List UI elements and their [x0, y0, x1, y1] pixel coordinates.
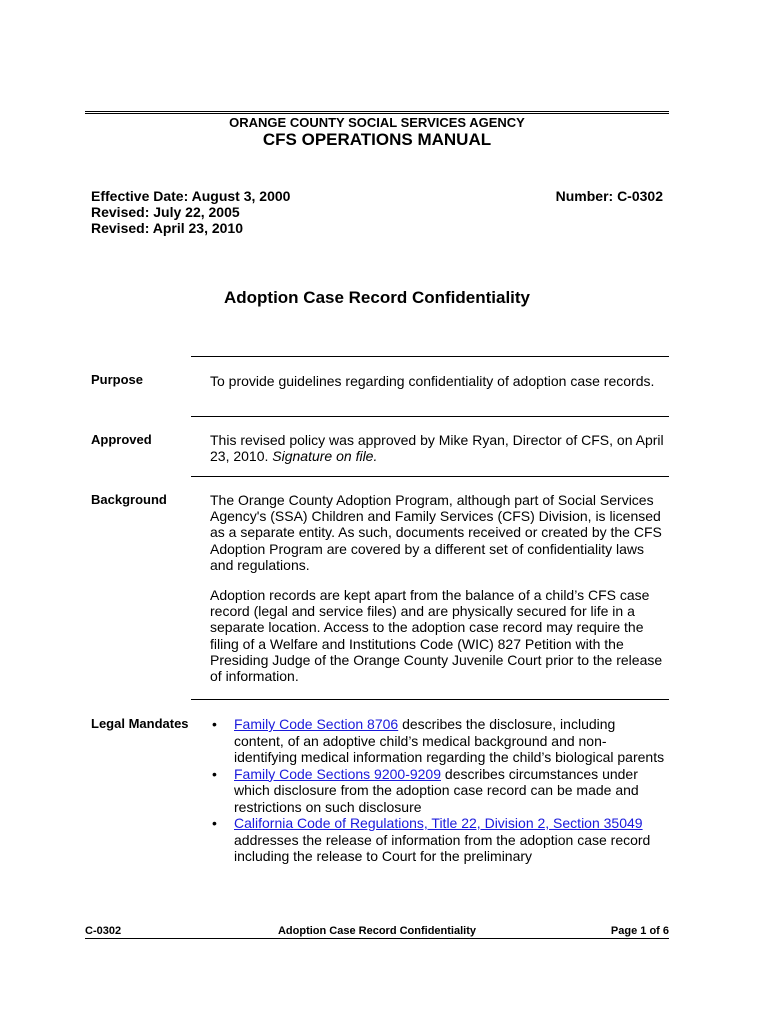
approved-text: [210, 432, 666, 464]
policy-number: Number: C-0302: [555, 188, 663, 204]
section-divider: [191, 356, 669, 357]
approved-label: Approved: [91, 432, 152, 447]
document-title: Adoption Case Record Confidentiality: [223, 288, 531, 307]
header-rule: [85, 111, 669, 114]
section-divider: [191, 699, 669, 700]
purpose-label: Purpose: [91, 372, 144, 387]
legal-mandates-label: Legal Mandates: [91, 716, 189, 731]
family-code-9200-link[interactable]: Family Code Sections 9200-9209: [234, 765, 442, 782]
family-code-8706-link[interactable]: Family Code Section 8706: [234, 716, 399, 732]
list-item-text: describes the disclosure, including content, of an adoptive child’s medical background and non-identifying medical information regarding the child’s biological parents: [234, 716, 665, 765]
footer-title: Adoption Case Record Confidentiality: [277, 925, 476, 937]
effective-date: Effective Date: August 3, 2000: [91, 188, 291, 204]
page-footer: [85, 924, 669, 939]
background-text: [210, 492, 666, 698]
background-paragraph-1: The Orange County Adoption Program, although part of Social Services Agency's (SSA) Children and Family Services (CFS) Division, is licensed as a separate entity. As such, documents received or created by the CFS Adoption Program are covered by a different set of confidentiality laws and regulations.: [210, 492, 662, 573]
list-item-text: addresses the release of information from the adoption case record including the release to Court for the preliminary: [234, 831, 651, 864]
manual-title: CFS OPERATIONS MANUAL: [262, 130, 492, 149]
list-item: [212, 716, 668, 766]
list-item: [212, 815, 668, 865]
bullet-icon: •: [212, 765, 217, 782]
agency-name: ORANGE COUNTY SOCIAL SERVICES AGENCY: [229, 115, 525, 130]
footer-page-number: Page 1 of 6: [610, 925, 669, 937]
bullet-icon: •: [212, 716, 217, 732]
revised-date-2: Revised: April 23, 2010: [91, 220, 244, 236]
background-paragraph-2: Adoption records are kept apart from the balance of a child’s CFS case record (legal and service files) and are physically secured for life in a separate location. Access to the adoption case record may require the filing of a Welfare and Institutions Code (WIC) 827 Petition with the Presiding Judge of the Orange County Juvenile Court prior to the release of information.: [210, 587, 663, 685]
section-divider: [191, 476, 669, 477]
revised-date-1: Revised: July 22, 2005: [91, 204, 240, 220]
legal-mandates-list: [212, 716, 668, 865]
purpose-text: To provide guidelines regarding confidentiality of adoption case records.: [210, 373, 655, 389]
background-label: Background: [91, 492, 167, 507]
bullet-icon: •: [212, 815, 217, 831]
approved-statement: This revised policy was approved by Mike Ryan, Director of CFS, on April 23, 2010.: [210, 432, 664, 465]
revision-dates: [91, 188, 290, 236]
section-divider: [191, 416, 669, 417]
ccr-title-22-link[interactable]: California Code of Regulations, Title 22, Division 2, Section 35049: [234, 815, 643, 831]
list-item: [212, 766, 668, 816]
signature-note: Signature on file.: [272, 448, 378, 465]
list-item-text: describes circumstances under which disclosure from the adoption case record can be made and restrictions on such disclosure: [234, 765, 639, 815]
footer-policy-number: C-0302: [85, 925, 122, 937]
